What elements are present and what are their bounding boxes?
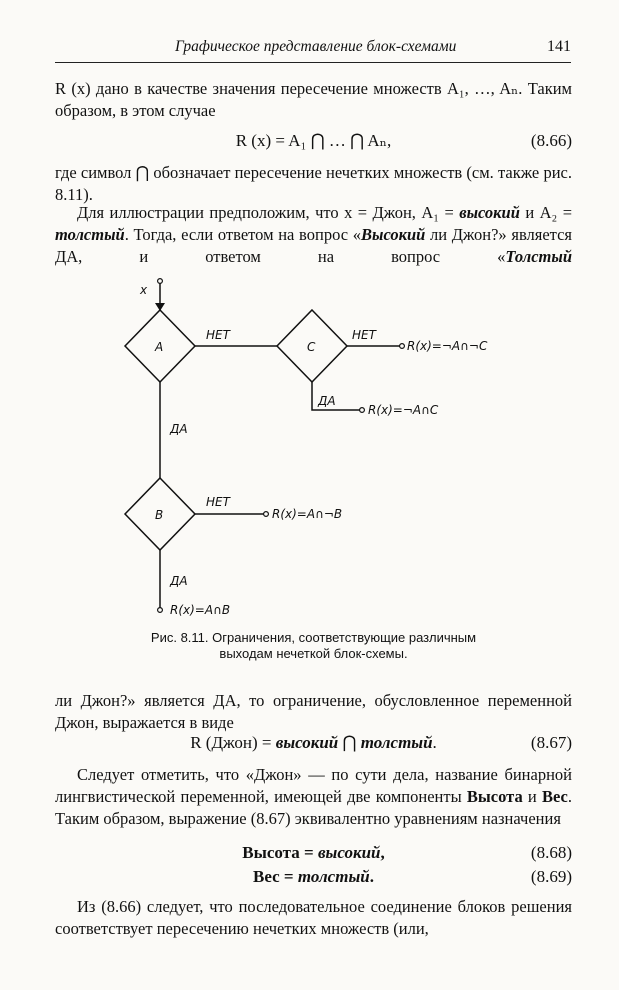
text: и: [522, 787, 542, 806]
equation-number: (8.67): [530, 733, 572, 752]
flowchart-figure: [0, 268, 619, 628]
page-number: 141: [547, 38, 571, 55]
equation-number: (8.66): [530, 131, 572, 150]
text: Высота =: [242, 843, 318, 862]
text: ли Джон?» является ДА, и ответом на вопрос «: [55, 225, 572, 266]
decision-c-label: C: [307, 340, 316, 354]
output-label: R(x)=A∩B: [170, 603, 231, 617]
no-label: НЕТ: [206, 328, 230, 342]
yes-label: ДА: [170, 422, 188, 436]
text: R (Джон) =: [190, 733, 276, 752]
decision-b-label: B: [155, 508, 164, 522]
term-high: высокий: [317, 843, 381, 862]
output-terminal: [400, 344, 405, 349]
term-weight: Вес: [542, 787, 568, 806]
no-label: НЕТ: [206, 495, 230, 509]
term-fat: толстый: [55, 225, 125, 244]
text: . Таким образом, выражение (8.67) эквивалентно уравнениям назначения: [55, 787, 572, 828]
text: ⋂: [338, 733, 361, 752]
term-fat: Толстый: [505, 247, 572, 266]
equation-8-67: [55, 733, 572, 757]
caption-line: Рис. 8.11. Ограничения, соответствующие различным: [150, 630, 477, 645]
text: .: [369, 867, 374, 886]
term-fat: толстый: [360, 733, 433, 752]
paragraph-3: [55, 202, 572, 268]
paragraph-1: R (x) дано в качестве значения пересечение множеств A₁, …, Aₙ. Таким образом, в этом случае: [55, 79, 572, 120]
output-terminal: [360, 408, 365, 413]
paragraph-6: Из (8.66) следует, что последовательное соединение блоков решения соответствует пересечению нечетких множеств (или,: [55, 897, 572, 938]
no-label: НЕТ: [352, 328, 376, 342]
decision-a-label: A: [155, 340, 164, 354]
paragraph-5: [55, 764, 572, 830]
output-label: R(x)=¬A∩¬C: [407, 339, 488, 353]
term-high: высокий: [459, 203, 520, 222]
yes-label: ДА: [318, 394, 336, 408]
equation-body: R (x) = A₁ ⋂ … ⋂ Aₙ,: [235, 131, 392, 150]
running-header: [55, 38, 571, 63]
text: .: [432, 733, 437, 752]
equation-8-66: [55, 131, 572, 155]
input-terminal: [158, 279, 163, 284]
paragraph-4: ли Джон?» является ДА, то ограничение, обусловленное переменной Джон, выражается в виде: [55, 691, 572, 732]
term-high: Высокий: [361, 225, 426, 244]
text: . Тогда, если ответом на вопрос «: [124, 225, 361, 244]
text: Для иллюстрации предположим, что x = Джон, A₁ =: [77, 203, 460, 222]
yes-label: ДА: [170, 574, 188, 588]
text: Вес =: [253, 867, 298, 886]
text: и A₂ =: [519, 203, 572, 222]
output-terminal: [264, 512, 269, 517]
equation-number: (8.69): [530, 867, 572, 886]
equation-8-69: [55, 867, 572, 891]
input-label: x: [140, 283, 148, 297]
equation-body: [55, 843, 572, 863]
arrow-head: [155, 303, 165, 311]
equation-number: (8.68): [530, 843, 572, 862]
equation-body: [55, 867, 572, 887]
output-label: R(x)=¬A∩C: [368, 403, 439, 417]
equation-8-68: [55, 843, 572, 867]
paragraph-2: где символ ⋂ обозначает пересечение нечетких множеств (см. также рис. 8.11).: [55, 163, 572, 204]
output-terminal: [158, 608, 163, 613]
term-high: высокий: [275, 733, 339, 752]
text: Следует отметить, что «Джон» — по сути дела, название бинарной лингвистической переменной, имеющей две компоненты: [55, 765, 572, 806]
term-height: Высота: [466, 787, 523, 806]
term-fat: толстый: [297, 867, 370, 886]
equation-body: [55, 733, 572, 753]
text: ,: [380, 843, 385, 862]
running-title: Графическое представление блок-схемами: [175, 38, 457, 55]
figure-caption: [55, 630, 572, 662]
caption-line: выходам нечеткой блок-схемы.: [219, 646, 408, 661]
output-label: R(x)=A∩¬B: [272, 507, 343, 521]
